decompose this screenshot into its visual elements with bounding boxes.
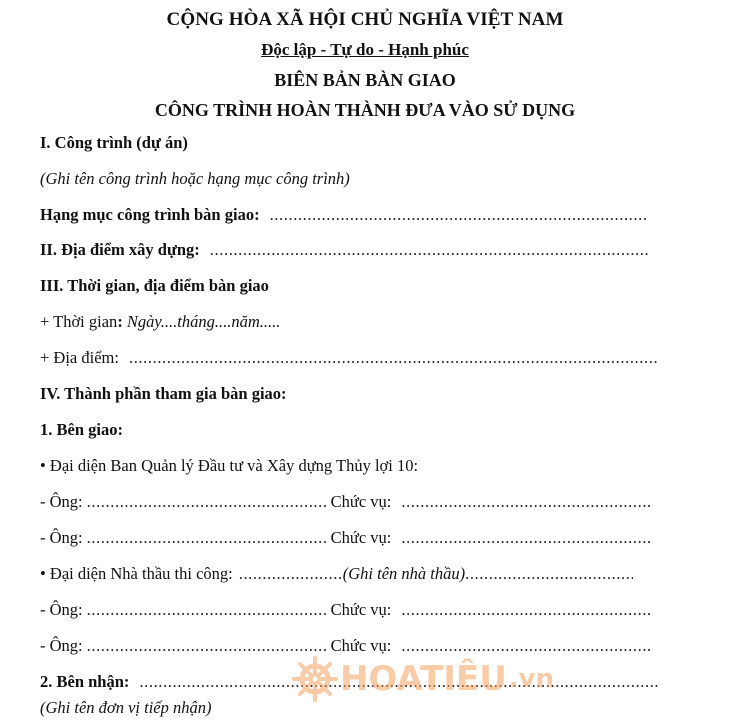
person-name-field[interactable] [87, 600, 327, 620]
position-label: Chức vụ: [330, 600, 392, 619]
location-label: II. Địa điểm xây dựng: [40, 240, 200, 259]
handover-item-label: Hạng mục công trình bàn giao: [40, 205, 260, 224]
position-field[interactable] [401, 492, 653, 512]
receiving-party-label: 2. Bên nhận: [40, 672, 130, 691]
management-board-rep: • Đại diện Ban Quản lý Đầu tư và Xây dựng Thủy lợi 10: [40, 456, 419, 475]
section-1-note: (Ghi tên công trình hoặc hạng mục công trình) [40, 169, 350, 188]
person-name-field[interactable] [87, 492, 327, 512]
section-3-heading: III. Thời gian, địa điểm bàn giao [40, 276, 269, 295]
place-label: + Địa điểm: [40, 348, 119, 367]
time-label: + Thời gian [40, 312, 118, 331]
watermark-suffix: .vn [508, 664, 555, 694]
time-value[interactable]: Ngày....tháng....năm..... [126, 312, 281, 331]
receiving-party-field[interactable] [139, 672, 659, 692]
handing-party-heading: 1. Bên giao: [40, 420, 123, 439]
receiving-party-note: (Ghi tên đơn vị tiếp nhận) [40, 698, 212, 717]
document-subtitle: CÔNG TRÌNH HOÀN THÀNH ĐƯA VÀO SỬ DỤNG [154, 100, 576, 120]
motto: Độc lập - Tự do - Hạnh phúc [261, 40, 469, 59]
position-label: Chức vụ: [330, 528, 392, 547]
position-label: Chức vụ: [330, 492, 392, 511]
position-field[interactable] [401, 600, 653, 620]
person-name-field[interactable] [87, 528, 327, 548]
section-4-heading: IV. Thành phần tham gia bàn giao: [40, 384, 287, 403]
location-field[interactable] [210, 240, 650, 260]
contractor-note: (Ghi tên nhà thầu) [342, 564, 466, 583]
person-label: - Ông: [40, 528, 83, 547]
person-row-2 [40, 528, 653, 548]
document-title: BIÊN BẢN BÀN GIAO [274, 70, 456, 90]
receiving-party-row [40, 672, 659, 692]
person-row-1 [40, 492, 653, 512]
position-field[interactable] [401, 636, 653, 656]
contractor-rep-row [40, 564, 633, 584]
nation-heading: CỘNG HÒA XÃ HỘI CHỦ NGHĨA VIỆT NAM [166, 9, 564, 30]
contractor-name-field[interactable] [239, 564, 343, 584]
position-label: Chức vụ: [330, 636, 392, 655]
person-row-4 [40, 636, 653, 656]
position-field[interactable] [401, 528, 653, 548]
person-name-field[interactable] [87, 636, 327, 656]
person-label: - Ông: [40, 636, 83, 655]
contractor-name-field-2[interactable] [465, 564, 633, 584]
watermark-text: HOATIÊU [340, 659, 507, 699]
location-row [40, 240, 650, 260]
handover-place-row [40, 348, 659, 368]
handover-item-field[interactable] [270, 205, 648, 225]
place-field[interactable] [129, 348, 659, 368]
person-row-3 [40, 600, 653, 620]
contractor-label: • Đại diện Nhà thầu thi công: [40, 564, 233, 583]
section-1-heading: I. Công trình (dự án) [40, 133, 188, 152]
handover-time-row: + Thời gian : Ngày....tháng....năm..... [40, 312, 281, 331]
person-label: - Ông: [40, 492, 83, 511]
handover-item-row [40, 205, 648, 225]
person-label: - Ông: [40, 600, 83, 619]
